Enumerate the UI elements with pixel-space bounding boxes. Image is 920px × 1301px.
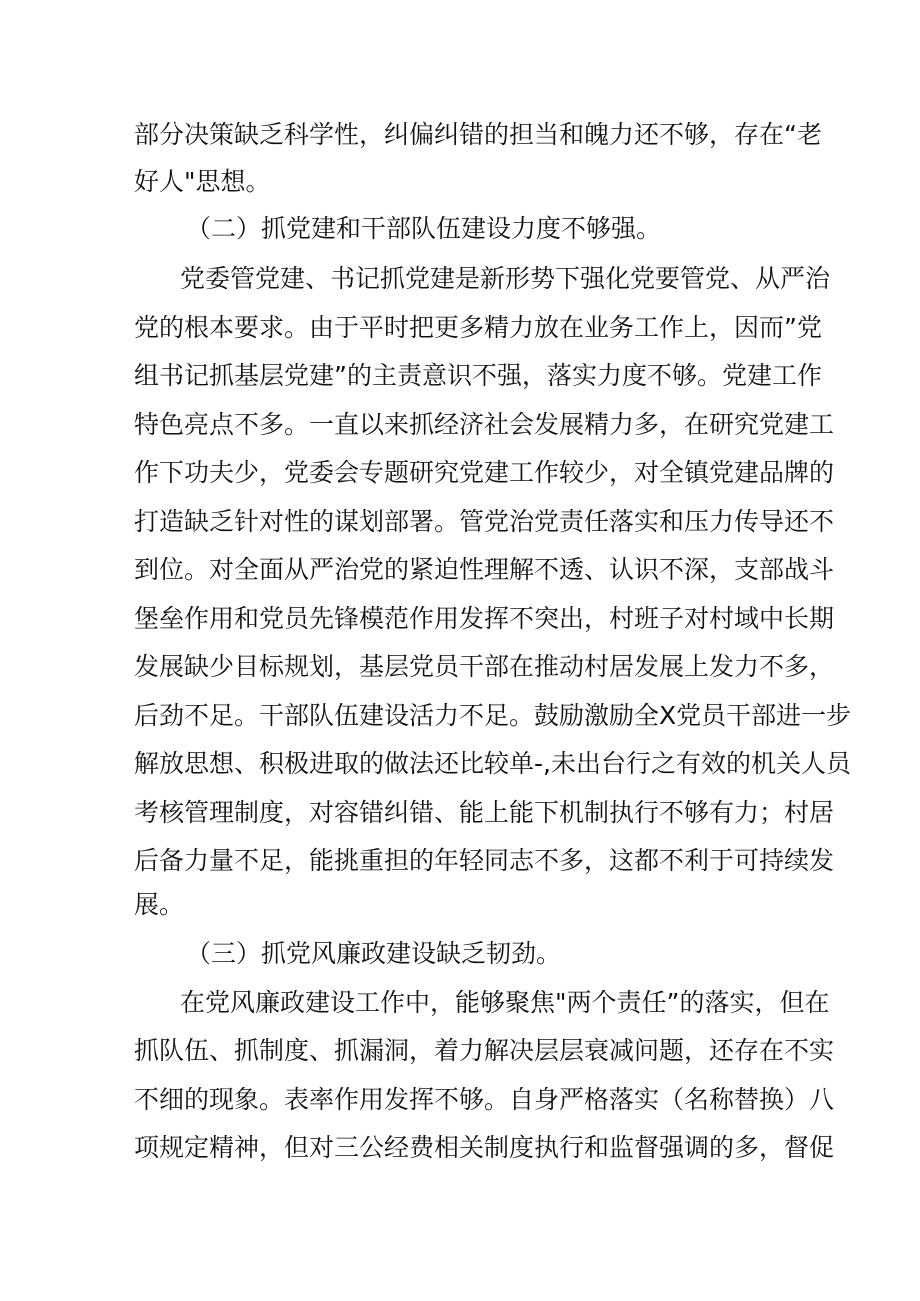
paragraph-line: 打造缺乏针对性的谋划部署。管党治党责任落实和压力传导还不 [134, 507, 835, 536]
paragraph-line: 后备力量不足，能挑重担的年轻同志不多，这都不利于可持续发 [134, 846, 835, 875]
paragraph-line: 部分决策缺乏科学性，纠偏纠错的担当和魄力还不够，存在“老 [134, 120, 822, 149]
section-heading: （二）抓党建和干部队伍建设力度不够强。 [186, 214, 662, 243]
paragraph-line: 抓队伍、抓制度、抓漏洞，着力解决层层衰减问题，还存在不实 [134, 1036, 835, 1065]
paragraph-line: 不细的现象。表率作用发挥不够。自身严格落实（名称替换）八 [134, 1085, 835, 1114]
paragraph-line: 考核管理制度，对容错纠错、能上能下机制执行不够有力；村居 [134, 798, 835, 827]
paragraph-line: 堡垒作用和党员先锋模范作用发挥不突出，村班子对村域中长期 [134, 604, 835, 633]
paragraph-line: 后劲不足。干部队伍建设活力不足。鼓励激励全X党员干部进一步 [134, 701, 852, 730]
paragraph-line: 特色亮点不多。一直以来抓经济社会发展精力多，在研究党建工 [134, 410, 835, 439]
paragraph-line: 好人"思想。 [134, 167, 271, 196]
paragraph-line: 党委管党建、书记抓党建是新形势下强化党要管党、从严治 [180, 264, 831, 293]
paragraph-line: 项规定精神，但对三公经费相关制度执行和监督强调的多，督促 [134, 1133, 835, 1162]
paragraph-line: 党的根本要求。由于平时把更多精力放在业务工作上，因而”党 [134, 313, 822, 342]
paragraph-line: 在党风廉政建设工作中，能够聚焦"两个责任”的落实，但在 [180, 988, 830, 1017]
paragraph-line: 展。 [134, 890, 185, 919]
paragraph-line: 作下功夫少，党委会专题研究党建工作较少，对全镇党建品牌的 [134, 458, 835, 487]
section-heading: （三）抓党风廉政建设缺乏韧劲。 [186, 939, 562, 968]
paragraph-line: 发展缺少目标规划，基层党员干部在推动村居发展上发力不多， [134, 652, 835, 681]
paragraph-line: 解放思想、积极进取的做法还比较单-,未出台行之有效的机关人员 [134, 749, 851, 778]
paragraph-line: 到位。对全面从严治党的紧迫性理解不透、认识不深，支部战斗 [134, 555, 835, 584]
paragraph-line: 组书记抓基层党建”的主责意识不强，落实力度不够。党建工作 [134, 361, 822, 390]
